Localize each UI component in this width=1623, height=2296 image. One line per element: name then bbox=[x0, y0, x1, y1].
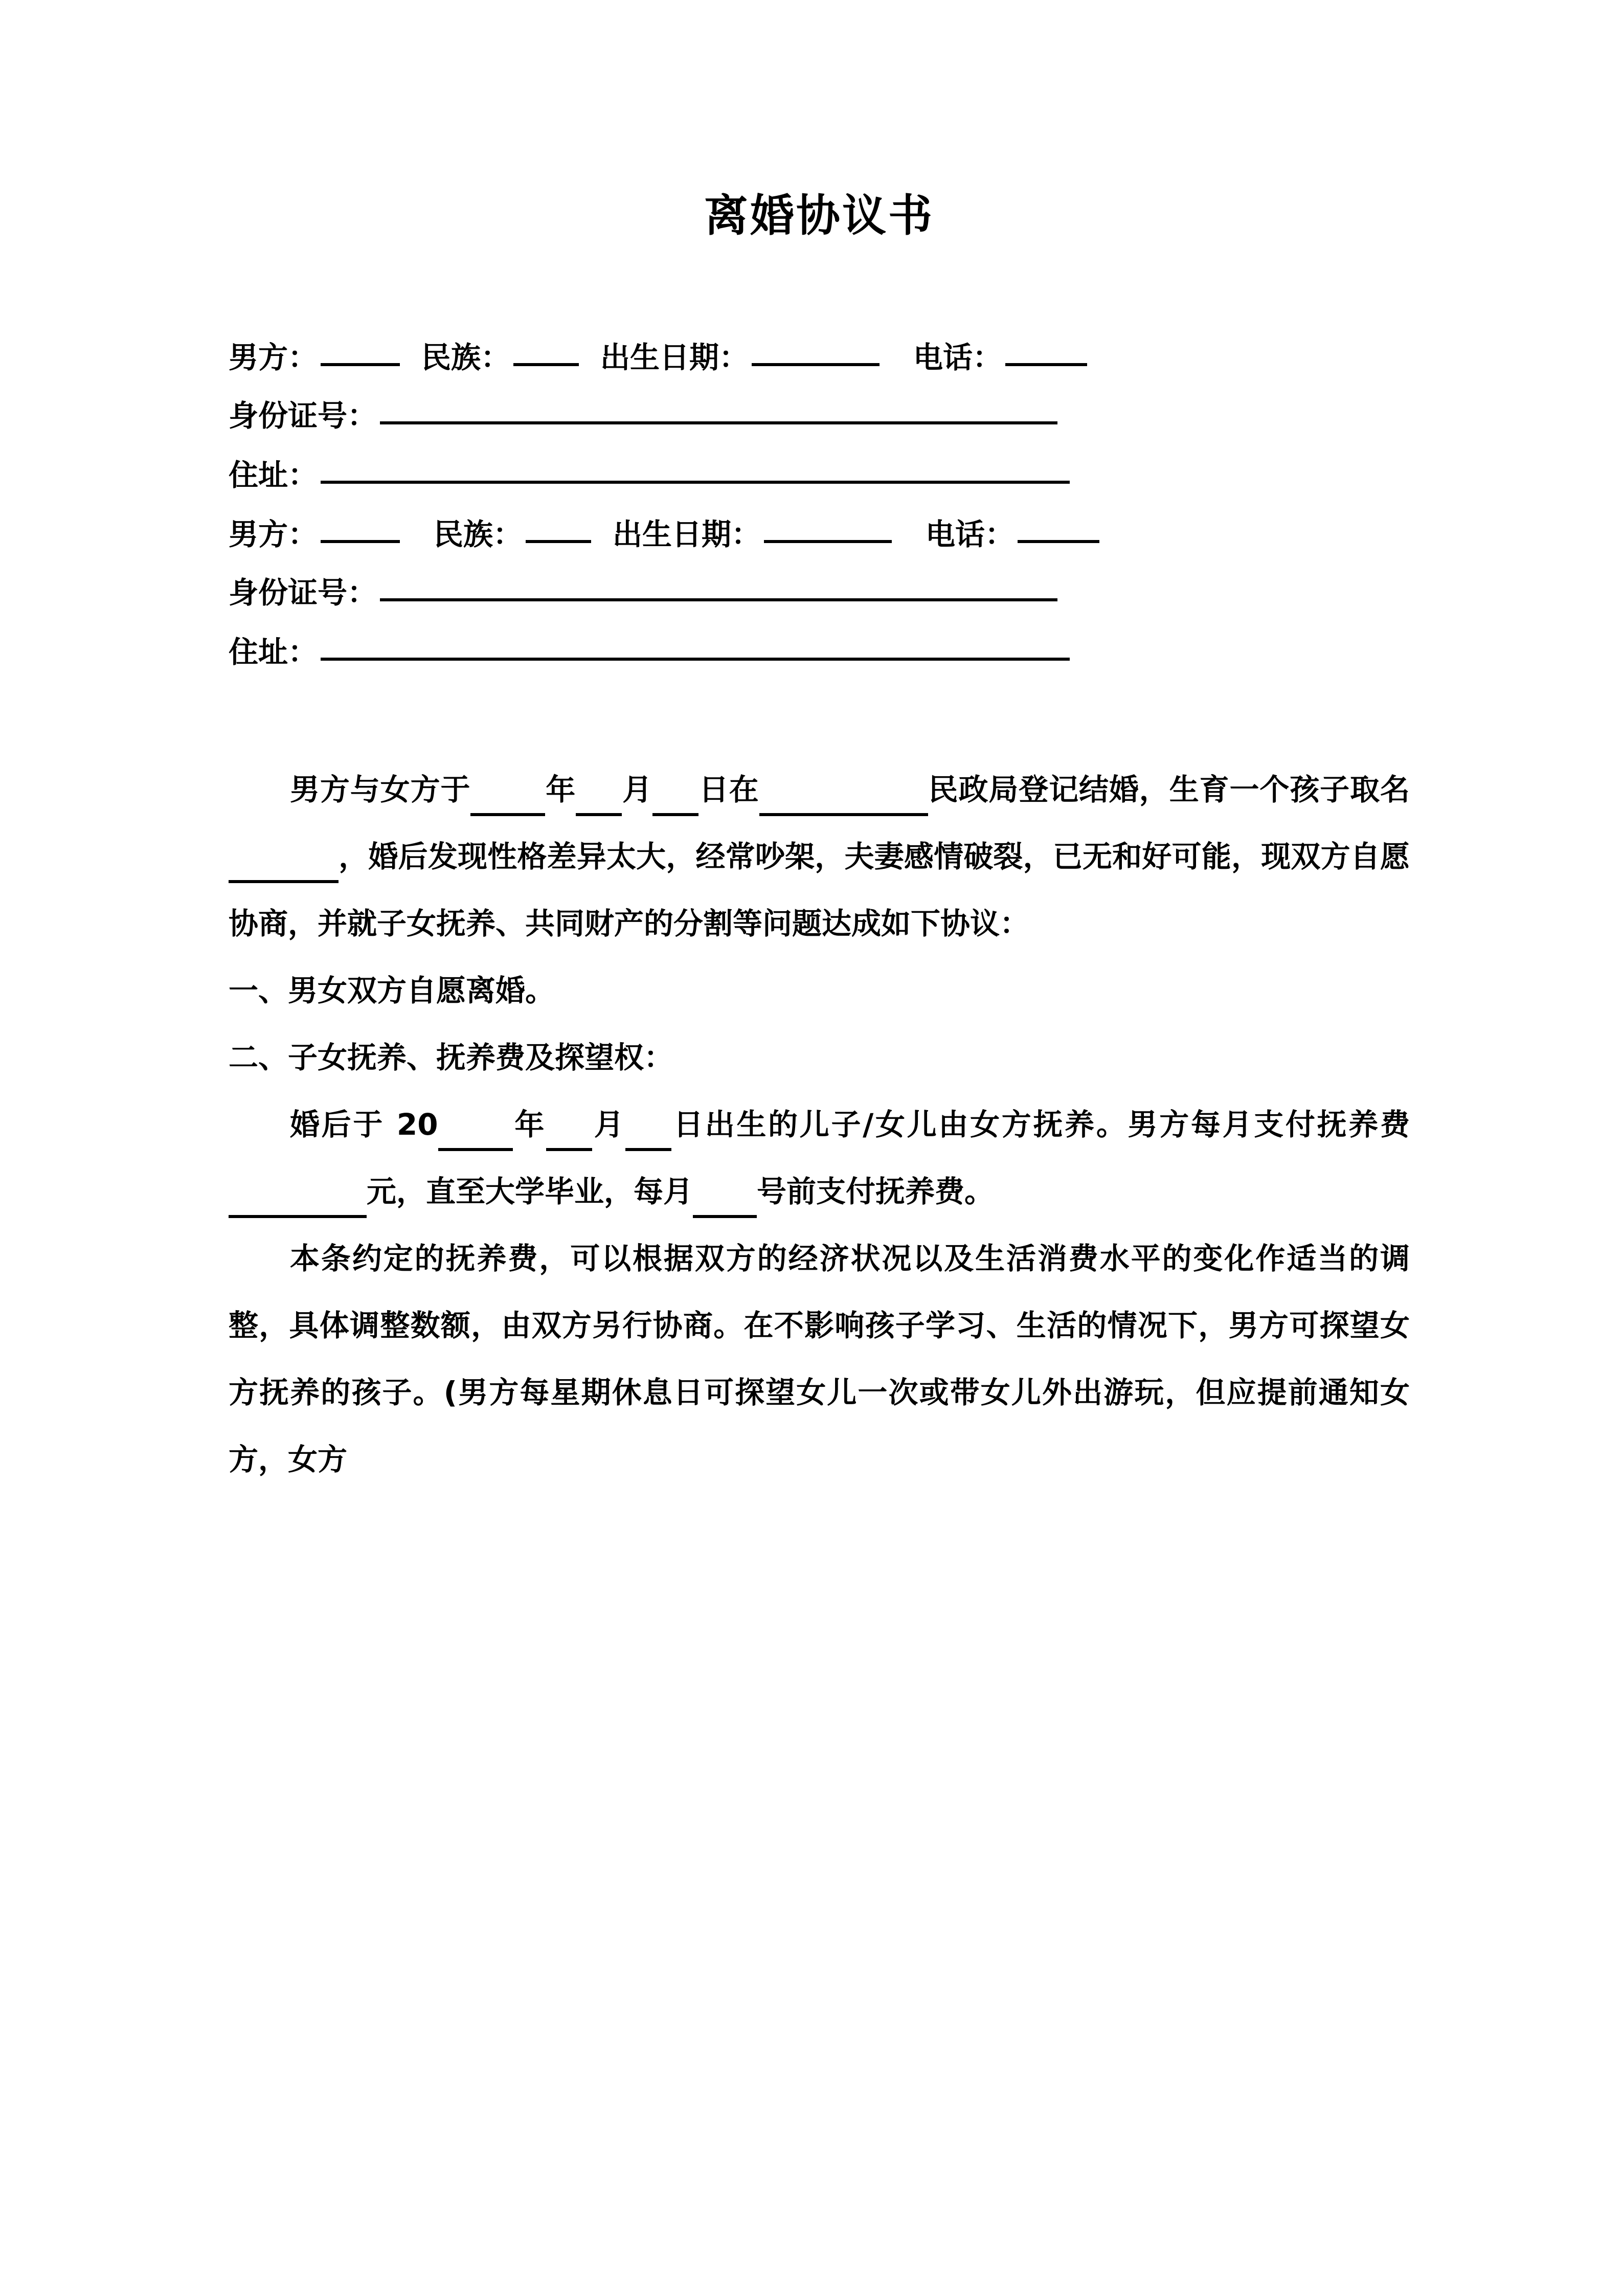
party-one-id-row bbox=[229, 398, 1410, 433]
party-one-name-label: 男方： bbox=[229, 340, 318, 375]
party-one-phone-field[interactable] bbox=[1005, 363, 1087, 366]
party-two-ethnicity-field[interactable] bbox=[526, 540, 591, 543]
preamble-text-a: 男方与女方于 bbox=[290, 772, 471, 807]
party-one-name-field[interactable] bbox=[321, 363, 400, 366]
custody-year-label: 年 bbox=[512, 1107, 547, 1142]
registry-office-field[interactable] bbox=[759, 813, 928, 816]
party-two-id-row bbox=[229, 575, 1410, 610]
party-two-id-field[interactable] bbox=[380, 598, 1057, 601]
clause-two-heading: 二、子女抚养、抚养费及探望权： bbox=[229, 1040, 674, 1075]
party-two-address-row bbox=[229, 634, 1410, 669]
party-two-name-field[interactable] bbox=[321, 540, 400, 543]
party-two-identity-row bbox=[229, 516, 1410, 552]
party-one-identity-row bbox=[229, 340, 1410, 375]
page-title: 离婚协议书 bbox=[704, 190, 934, 241]
preamble-month-label: 月 bbox=[622, 772, 652, 807]
birth-month-field[interactable] bbox=[546, 1148, 592, 1151]
party-one-block bbox=[229, 340, 1410, 492]
party-two-birthdate-label: 出生日期： bbox=[613, 516, 761, 552]
birth-year-field[interactable] bbox=[438, 1148, 513, 1151]
clause-one: 一、男女双方自愿离婚。 bbox=[229, 973, 555, 1008]
party-one-birthdate-label: 出生日期： bbox=[600, 340, 749, 375]
support-amount-field[interactable] bbox=[229, 1215, 367, 1218]
clause-two-paragraph-two: 本条约定的抚养费，可以根据双方的经济状况以及生活消费水平的变化作适当的调整，具体调整数额，由双方另行协商。在不影响孩子学习、生活的情况下，男方可探望女方抚养的孩子。(男方每星期休息日可探望女儿一次或带女儿外出游玩，但应提前通知女方，女方 bbox=[229, 1241, 1410, 1477]
party-one-id-label: 身份证号： bbox=[229, 398, 377, 433]
marriage-year-field[interactable] bbox=[470, 813, 545, 816]
party-one-phone-label: 电话： bbox=[913, 340, 1003, 375]
agreement-body bbox=[229, 756, 1410, 1493]
preamble-year-label: 年 bbox=[545, 772, 576, 807]
party-two-address-field[interactable] bbox=[321, 658, 1070, 661]
preamble-text-c: ，婚后发现性格差异太大，经常吵架，夫妻感情破裂，已无和好可能，现双方自愿协商，并就子女抚养、共同财产的分割等问题达成如下协议： bbox=[229, 839, 1410, 941]
custody-text-a: 婚后于 20 bbox=[290, 1107, 438, 1142]
party-two-birthdate-field[interactable] bbox=[764, 540, 892, 543]
party-one-id-field[interactable] bbox=[380, 421, 1057, 424]
marriage-month-field[interactable] bbox=[576, 813, 622, 816]
payment-day-field[interactable] bbox=[693, 1215, 757, 1218]
birth-day-field[interactable] bbox=[625, 1148, 671, 1151]
party-one-address-row bbox=[229, 457, 1410, 492]
custody-text-day: 日出生的儿子/女儿由女方抚养。男方每月支付抚养费 bbox=[671, 1107, 1410, 1142]
party-one-birthdate-field[interactable] bbox=[752, 363, 880, 366]
party-two-name-label: 男方： bbox=[229, 516, 318, 552]
party-two-id-label: 身份证号： bbox=[229, 575, 377, 610]
party-one-ethnicity-label: 民族： bbox=[421, 340, 511, 375]
party-one-address-field[interactable] bbox=[321, 481, 1070, 484]
custody-text-b: 元，直至大学毕业，每月 bbox=[367, 1174, 693, 1209]
party-two-block bbox=[229, 516, 1410, 669]
party-two-address-label: 住址： bbox=[229, 634, 318, 669]
child-name-field[interactable] bbox=[229, 880, 339, 883]
marriage-day-field[interactable] bbox=[652, 813, 698, 816]
preamble-text-b: 民政局登记结婚，生育一个孩子取名 bbox=[928, 772, 1410, 807]
clause-two-paragraph-one bbox=[229, 1091, 1410, 1225]
custody-month-label: 月 bbox=[592, 1107, 626, 1142]
party-two-ethnicity-label: 民族： bbox=[434, 516, 523, 552]
party-one-address-label: 住址： bbox=[229, 457, 318, 492]
document-content bbox=[229, 0, 1410, 1493]
preamble-paragraph bbox=[229, 756, 1410, 957]
party-one-ethnicity-field[interactable] bbox=[513, 363, 579, 366]
party-two-phone-label: 电话： bbox=[926, 516, 1015, 552]
party-two-phone-field[interactable] bbox=[1018, 540, 1099, 543]
preamble-day-label: 日在 bbox=[698, 772, 759, 807]
custody-text-c: 号前支付抚养费。 bbox=[757, 1174, 995, 1209]
